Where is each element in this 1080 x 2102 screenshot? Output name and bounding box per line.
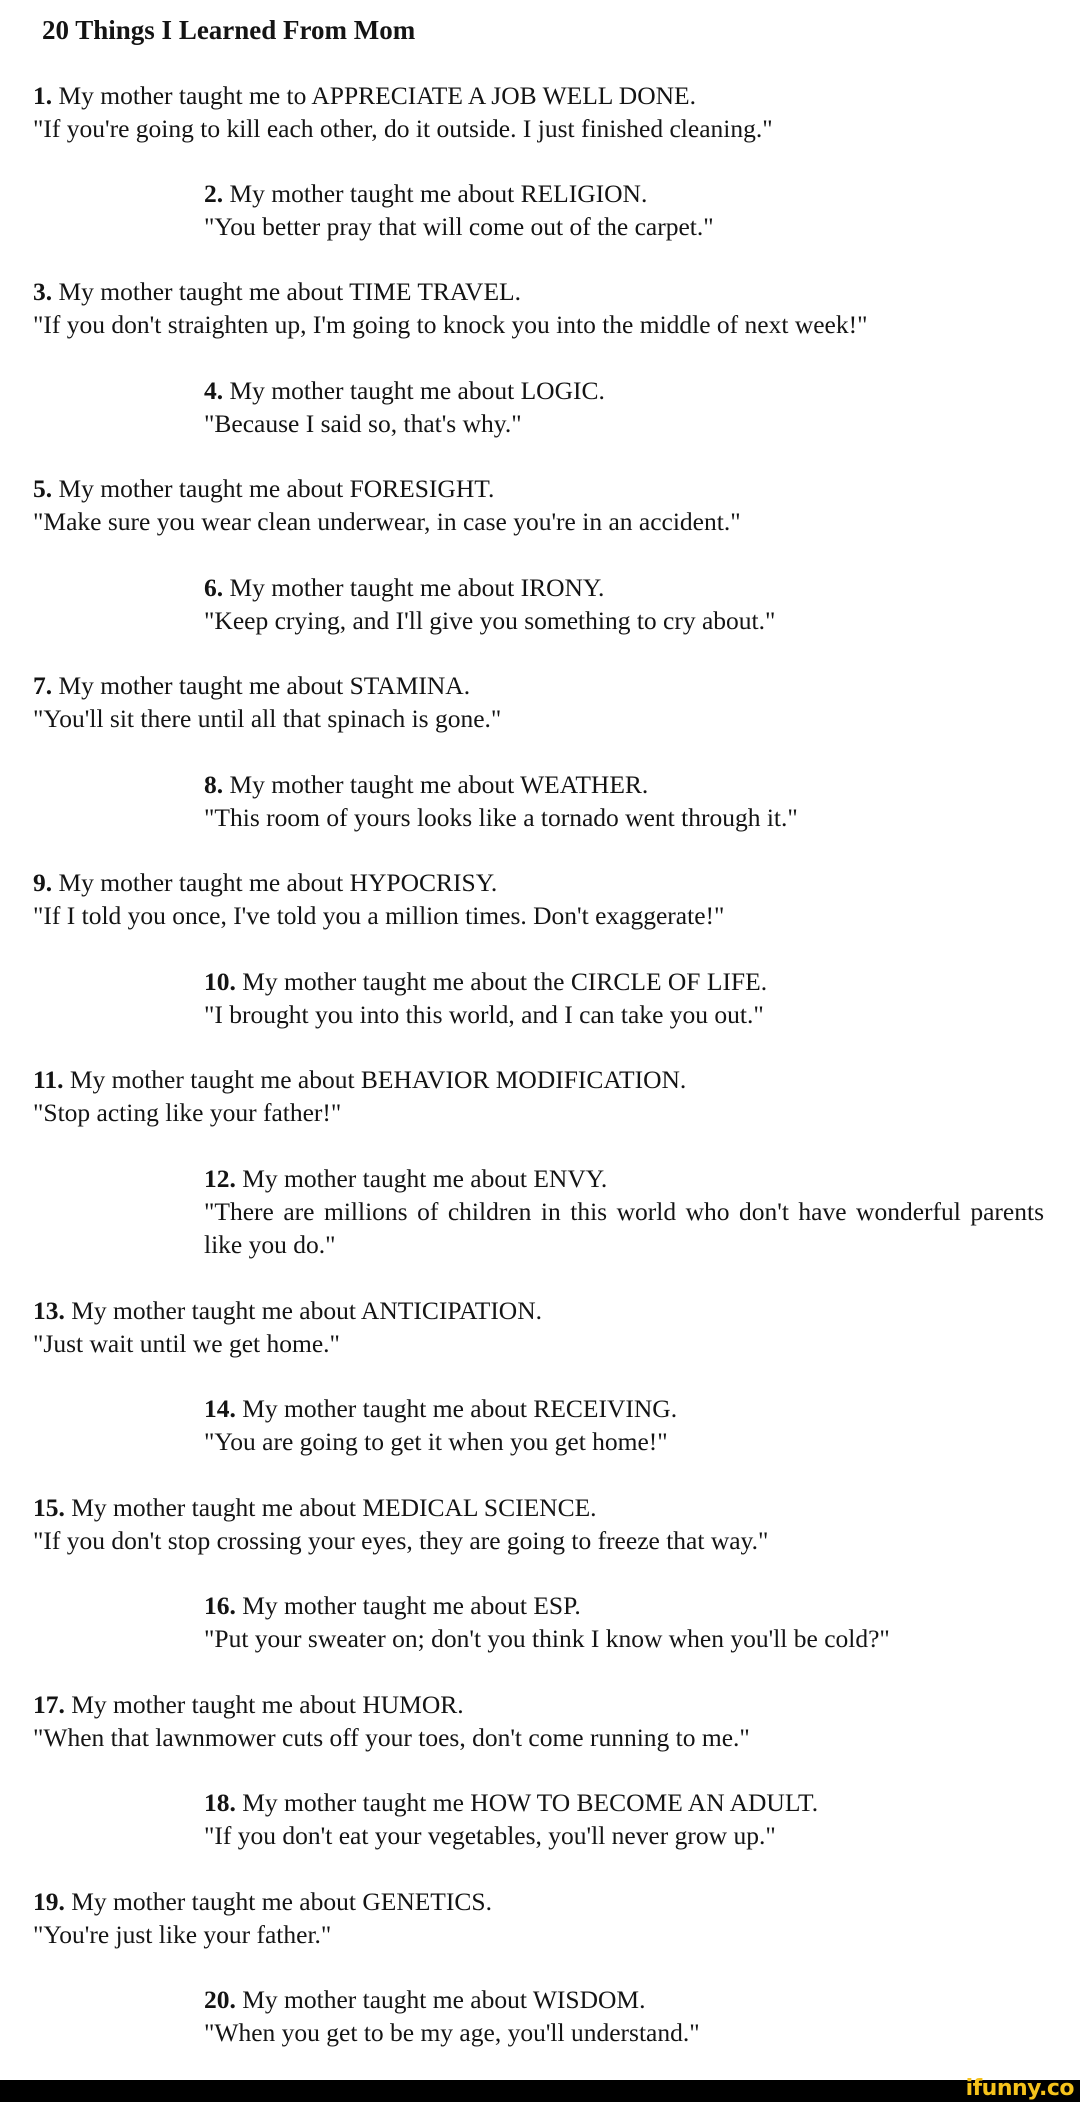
item-lesson: My mother taught me about the CIRCLE OF LIFE. — [242, 967, 768, 996]
item-lesson: My mother taught me HOW TO BECOME AN ADULT. — [242, 1788, 819, 1817]
item-quote: "You better pray that will come out of the carpet." — [204, 212, 714, 241]
item-lesson: My mother taught me about BEHAVIOR MODIFICATION. — [69, 1065, 687, 1094]
item-lesson: My mother taught me about FORESIGHT. — [58, 474, 495, 503]
list-item — [33, 866, 724, 932]
list-item — [33, 669, 501, 735]
item-number: 3. — [33, 277, 53, 306]
list-item — [33, 79, 773, 145]
item-lesson: My mother taught me about LOGIC. — [229, 376, 605, 405]
item-lesson: My mother taught me about ENVY. — [242, 1164, 608, 1193]
item-quote: "Put your sweater on; don't you think I know when you'll be cold?" — [204, 1624, 890, 1653]
item-number: 20. — [204, 1985, 236, 2014]
item-number: 8. — [204, 770, 224, 799]
ifunny-watermark: ifunny.co — [965, 2076, 1074, 2101]
item-number: 6. — [204, 573, 224, 602]
item-quote: "I brought you into this world, and I can take you out." — [204, 1000, 764, 1029]
item-lesson: My mother taught me about ESP. — [242, 1591, 581, 1620]
item-number: 17. — [33, 1690, 65, 1719]
page-title: 20 Things I Learned From Mom — [42, 15, 416, 45]
item-quote: "Because I said so, that's why." — [204, 409, 522, 438]
item-number: 13. — [33, 1296, 65, 1325]
item-quote: "You're just like your father." — [33, 1920, 332, 1949]
item-number: 15. — [33, 1493, 65, 1522]
item-quote: "If you don't straighten up, I'm going to knock you into the middle of next week!" — [33, 310, 868, 339]
footer-bar — [0, 2076, 1080, 2102]
item-number: 9. — [33, 868, 53, 897]
item-quote: "You are going to get it when you get home!" — [204, 1427, 668, 1456]
list-item — [204, 1786, 818, 1852]
list-item — [204, 571, 775, 637]
list-item — [204, 1983, 700, 2049]
item-lesson: My mother taught me about GENETICS. — [71, 1887, 492, 1916]
item-number: 12. — [204, 1164, 236, 1193]
item-quote: "There are millions of children in this world who don't have wonderful parents like you do." — [204, 1197, 1044, 1259]
item-quote: "Keep crying, and I'll give you something to cry about." — [204, 606, 776, 635]
item-quote: "This room of yours looks like a tornado went through it." — [204, 803, 798, 832]
list-item — [33, 275, 868, 341]
item-lesson: My mother taught me about WEATHER. — [229, 770, 649, 799]
item-lesson: My mother taught me about HYPOCRISY. — [58, 868, 498, 897]
item-lesson: My mother taught me to APPRECIATE A JOB WELL DONE. — [58, 81, 696, 110]
item-lesson: My mother taught me about HUMOR. — [71, 1690, 464, 1719]
item-lesson: My mother taught me about TIME TRAVEL. — [58, 277, 521, 306]
item-lesson: My mother taught me about WISDOM. — [242, 1985, 646, 2014]
item-quote: "If you don't stop crossing your eyes, they are going to freeze that way." — [33, 1526, 769, 1555]
item-lesson: My mother taught me about RECEIVING. — [242, 1394, 678, 1423]
item-number: 19. — [33, 1887, 65, 1916]
item-number: 11. — [33, 1065, 64, 1094]
list-item — [33, 472, 741, 538]
item-quote: "When you get to be my age, you'll understand." — [204, 2018, 700, 2047]
list-item — [204, 965, 767, 1031]
item-quote: "If I told you once, I've told you a million times. Don't exaggerate!" — [33, 901, 725, 930]
list-item — [204, 374, 605, 440]
item-quote: "Make sure you wear clean underwear, in case you're in an accident." — [33, 507, 741, 536]
item-lesson: My mother taught me about IRONY. — [229, 573, 605, 602]
item-number: 1. — [33, 81, 53, 110]
list-item — [33, 1885, 492, 1951]
list-item — [204, 1392, 677, 1458]
item-quote: "When that lawnmower cuts off your toes, don't come running to me." — [33, 1723, 750, 1752]
item-number: 4. — [204, 376, 224, 405]
list-item — [33, 1294, 542, 1360]
item-number: 7. — [33, 671, 53, 700]
item-quote: "If you don't eat your vegetables, you'll never grow up." — [204, 1821, 776, 1850]
item-lesson: My mother taught me about MEDICAL SCIENCE. — [71, 1493, 597, 1522]
list-item — [33, 1063, 686, 1129]
item-number: 5. — [33, 474, 53, 503]
item-number: 18. — [204, 1788, 236, 1817]
item-quote: "Just wait until we get home." — [33, 1329, 340, 1358]
list-item — [204, 768, 798, 834]
item-quote: "If you're going to kill each other, do it outside. I just finished cleaning." — [33, 114, 773, 143]
list-item — [204, 177, 714, 243]
item-number: 16. — [204, 1591, 236, 1620]
item-lesson: My mother taught me about ANTICIPATION. — [71, 1296, 543, 1325]
list-item — [204, 1162, 1044, 1261]
list-item — [33, 1688, 750, 1754]
item-quote: "Stop acting like your father!" — [33, 1098, 342, 1127]
item-number: 14. — [204, 1394, 236, 1423]
list-item — [33, 1491, 768, 1557]
item-number: 10. — [204, 967, 236, 996]
list-item — [204, 1589, 890, 1655]
item-number: 2. — [204, 179, 224, 208]
item-lesson: My mother taught me about STAMINA. — [58, 671, 471, 700]
item-lesson: My mother taught me about RELIGION. — [229, 179, 648, 208]
item-quote: "You'll sit there until all that spinach is gone." — [33, 704, 502, 733]
